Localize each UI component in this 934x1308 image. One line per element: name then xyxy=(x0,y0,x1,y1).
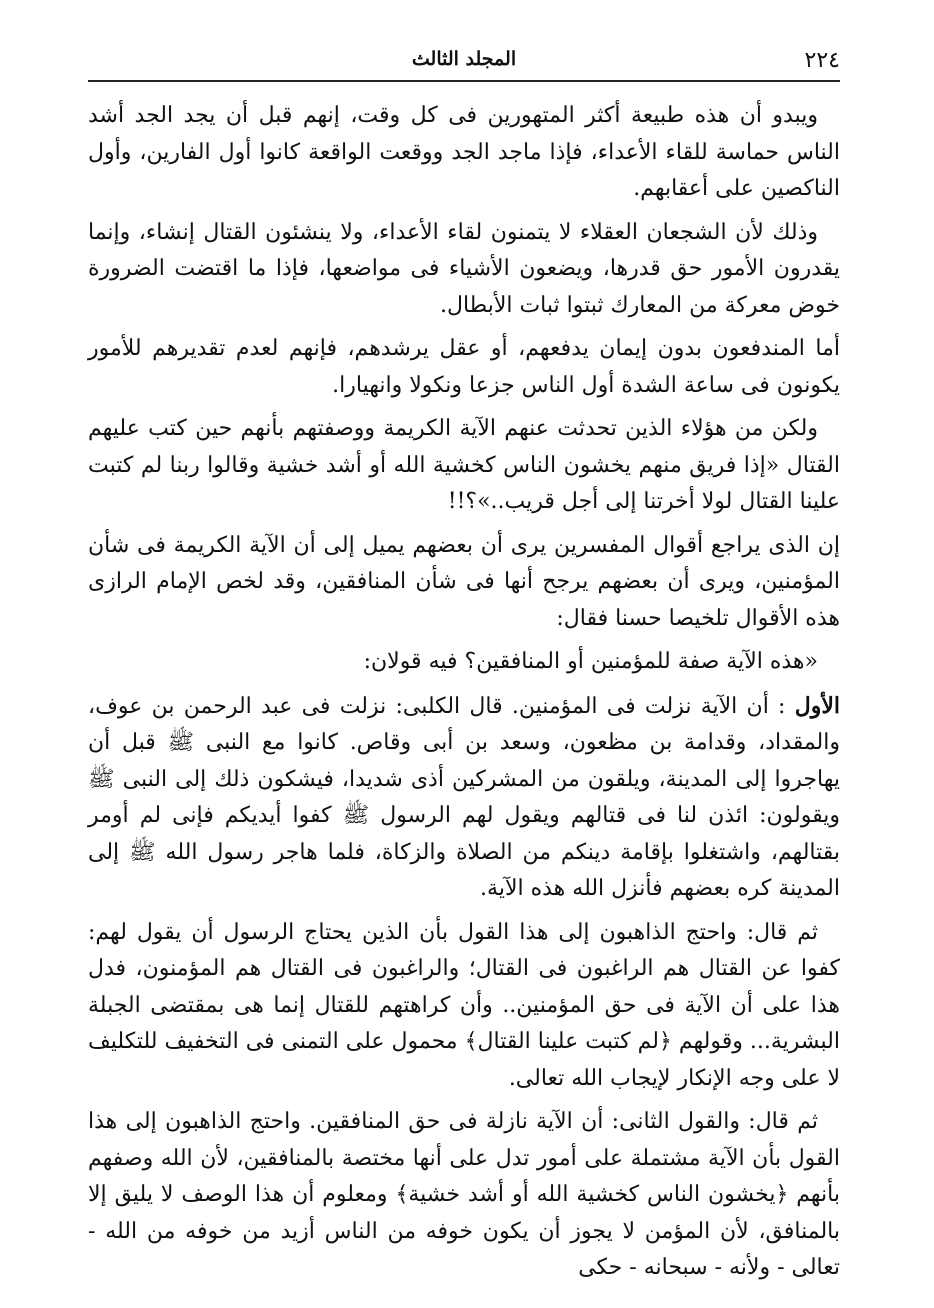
paragraph xyxy=(88,1104,840,1287)
body-text xyxy=(88,98,840,1287)
book-page xyxy=(88,40,840,1280)
paragraph xyxy=(88,98,840,208)
paragraph xyxy=(88,688,840,908)
paragraph-text: «هذه الآية صفة للمؤمنين أو المنافقين؟ فيه قولان: xyxy=(363,649,818,674)
running-title: المجلد الثالث xyxy=(411,48,517,70)
paragraph-text: ويبدو أن هذه طبيعة أكثر المتهورين فى كل وقت، إنهم قبل أن يجد الجد أشد الناس حماسة للقاء الأعداء، فإذا ماجد الجد ووقعت الواقعة كانوا أول الفارين، وأول الناكصين على أعقابهم. xyxy=(88,103,840,201)
page-number: ٢٢٤ xyxy=(804,48,840,73)
paragraph xyxy=(88,411,840,521)
paragraph-text: أما المندفعون بدون إيمان يدفعهم، أو عقل يرشدهم، فإنهم لعدم تقديرهم للأمور يكونون فى ساعة الشدة أول الناس جزعا ونكولا وانهيارا. xyxy=(88,336,840,398)
paragraph xyxy=(88,528,840,638)
paragraph xyxy=(88,331,840,404)
paragraph-text: ثم قال: والقول الثانى: أن الآية نازلة فى حق المنافقين. واحتج الذاهبون إلى هذا القول بأن الآية مشتملة على أمور تدل على أنها مختصة بالمنافقين، لأن الله وصفهم بأنهم ﴿يخشون الناس كخشية الله أو أشد خشية﴾ ومعلوم أن هذا الوصف لا يليق إلا بالمنافق، لأن المؤمن لا يجوز أن يكون خوفه من الناس أزيد من خوفه من الله - تعالى - ولأنه - سبحانه - حكى xyxy=(88,1109,840,1280)
paragraph-text: ثم قال: واحتج الذاهبون إلى هذا القول بأن الذين يحتاج الرسول أن يقول لهم: كفوا عن القتال هم الراغبون فى القتال؛ والراغبون فى القتال هم المؤمنون، فدل هذا على أن الآية فى حق المؤمنين.. وأن كراهتهم للقتال إنما هى بمقتضى الجبلة البشرية... وقولهم ﴿لم كتبت علينا القتال﴾ محمول على التمنى فى التخفيف للتكليف لا على وجه الإنكار لإيجاب الله تعالى. xyxy=(88,919,840,1091)
paragraph-text: : أن الآية نزلت فى المؤمنين. قال الكلبى: نزلت فى عبد الرحمن بن عوف، والمقداد، وقدامة بن مظعون، وسعد بن أبى وقاص. كانوا مع النبى ﷺ قبل أن يهاجروا إلى المدينة، ويلقون من المشركين أذى شديدا، فيشكون ذلك إلى النبى ﷺ ويقولون: ائذن لنا فى قتالهم ويقول لهم الرسول ﷺ كفوا أيديكم فإنى لم أومر بقتالهم، واشتغلوا بإقامة دينكم من الصلاة والزكاة، فلما هاجر رسول الله ﷺ إلى المدينة كره بعضهم فأنزل الله هذه الآية. xyxy=(88,693,840,901)
page-header xyxy=(88,40,840,82)
first-opinion-label: الأول xyxy=(794,692,840,719)
quote-opening xyxy=(88,644,840,681)
paragraph-text: ولكن من هؤلاء الذين تحدثت عنهم الآية الكريمة ووصفتهم بأنهم حين كتب عليهم القتال «إذا فريق منهم يخشون الناس كخشية الله أو أشد خشية وقالوا ربنا لم كتبت علينا القتال لولا أخرتنا إلى أجل قريب..»؟!! xyxy=(88,416,840,514)
paragraph-text: إن الذى يراجع أقوال المفسرين يرى أن بعضهم يميل إلى أن الآية الكريمة فى شأن المؤمنين، ويرى أن بعضهم يرجح أنها فى شأن المنافقين، وقد لخص الإمام الرازى هذه الأقوال تلخيصا حسنا فقال: xyxy=(88,532,840,631)
paragraph-text: وذلك لأن الشجعان العقلاء لا يتمنون لقاء الأعداء، ولا ينشئون القتال إنشاء، وإنما يقدرون الأمور حق قدرها، ويضعون الأشياء فى مواضعها، فإذا ما اقتضت الضرورة خوض معركة من المعارك ثبتوا ثبات الأبطال. xyxy=(88,219,840,318)
paragraph xyxy=(88,215,840,325)
paragraph xyxy=(88,915,840,1098)
